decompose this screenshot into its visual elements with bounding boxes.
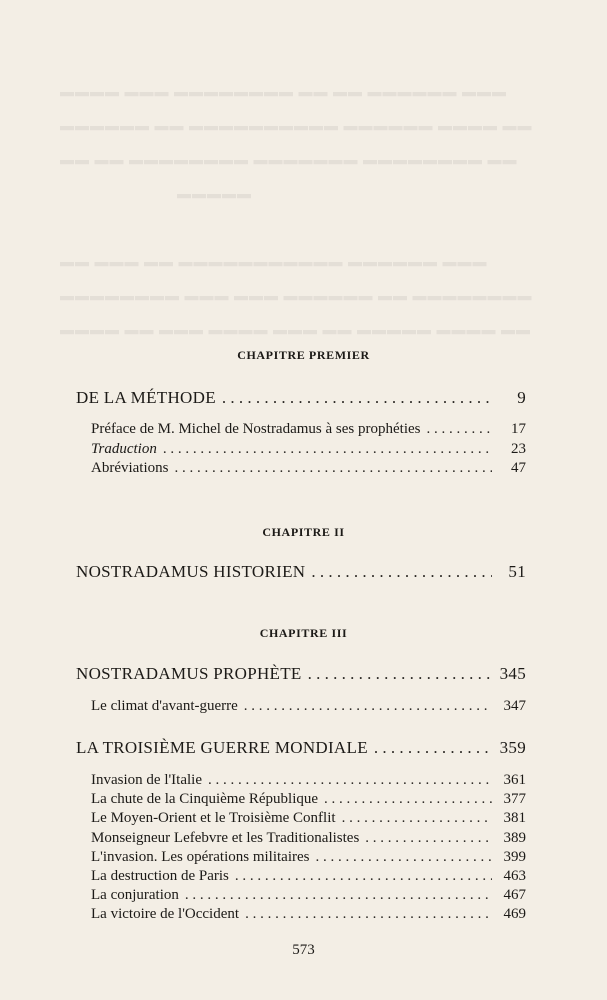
- toc-entry-label: NOSTRADAMUS PROPHÈTE: [76, 664, 302, 683]
- chapter-heading-1: CHAPITRE PREMIER: [237, 348, 370, 362]
- toc-entry-label: La chute de la Cinquième République: [91, 791, 319, 807]
- toc-entry-label: DE LA MÉTHODE: [76, 388, 216, 407]
- leader-dots: [163, 441, 492, 458]
- toc-entry-page: 359: [499, 738, 526, 757]
- leader-dots: [342, 810, 492, 827]
- leader-dots: [374, 738, 492, 758]
- toc-entry-moyen-orient: [91, 810, 526, 827]
- toc-entry-page: 377: [503, 791, 526, 807]
- leader-dots: [365, 830, 492, 847]
- toc-entry-label: L'invasion. Les opérations militaires: [91, 849, 310, 865]
- toc-entry-page: 345: [499, 664, 526, 683]
- toc-entry-label: Préface de M. Michel de Nostradamus à ses prophéties: [91, 421, 421, 437]
- toc-entry-abreviations: [91, 460, 526, 477]
- leader-dots: [311, 562, 492, 582]
- toc-entry-label: LA TROISIÈME GUERRE MONDIALE: [76, 738, 368, 757]
- toc-entry-page: 381: [503, 810, 526, 826]
- toc-entry-label: Invasion de l'Italie: [91, 772, 202, 788]
- toc-entry-traduction: [91, 441, 526, 458]
- toc-entry-label: Abréviations: [91, 460, 169, 476]
- toc-entry-preface: [91, 421, 526, 438]
- leader-dots: [245, 906, 492, 923]
- leader-dots: [324, 791, 492, 808]
- leader-dots: [316, 849, 493, 866]
- toc-entry-page: 23: [511, 441, 526, 457]
- leader-dots: [426, 421, 492, 438]
- leader-dots: [235, 868, 492, 885]
- toc-entry-invasion-italie: [91, 772, 526, 789]
- toc-entry-page: 463: [503, 868, 526, 884]
- toc-entry-climat: [91, 698, 526, 715]
- toc-entry-page: 469: [503, 906, 526, 922]
- toc-entry-label: La victoire de l'Occident: [91, 906, 240, 922]
- leader-dots: [308, 664, 492, 684]
- toc-entry-page: 51: [508, 562, 526, 581]
- toc-entry-page: 9: [517, 388, 526, 407]
- toc-entry-label: Le Moyen-Orient et le Troisième Conflit: [91, 810, 336, 826]
- toc-entry-label: La conjuration: [91, 887, 179, 903]
- toc-entry-nostradamus-prophete: [76, 664, 526, 684]
- toc-entry-chute-republique: [91, 791, 526, 808]
- toc-entry-de-la-methode: [76, 388, 526, 408]
- leader-dots: [222, 388, 492, 408]
- toc-entry-label: Le climat d'avant-guerre: [91, 698, 238, 714]
- toc-entry-lefebvre: [91, 830, 526, 847]
- toc-entry-conjuration: [91, 887, 526, 904]
- toc-entry-page: 467: [503, 887, 526, 903]
- toc-entry-label: La destruction de Paris: [91, 868, 229, 884]
- toc-entry-page: 17: [511, 421, 526, 437]
- leader-dots: [208, 772, 492, 789]
- toc-entry-victoire-occident: [91, 906, 526, 923]
- toc-entry-destruction-paris: [91, 868, 526, 885]
- leader-dots: [244, 698, 492, 715]
- chapter-heading-2: CHAPITRE II: [262, 525, 345, 539]
- toc-entry-label: Monseigneur Lefebvre et les Traditionalistes: [91, 830, 360, 846]
- toc-entry-troisieme-guerre: [76, 738, 526, 758]
- leader-dots: [174, 460, 492, 477]
- page-number: 573: [292, 942, 315, 958]
- toc-entry-page: 361: [503, 772, 526, 788]
- toc-entry-page: 47: [511, 460, 526, 476]
- toc-entry-nostradamus-historien: [76, 562, 526, 582]
- toc-entry-page: 347: [503, 698, 526, 714]
- toc-entry-page: 389: [503, 830, 526, 846]
- toc-entry-label: Traduction: [91, 441, 157, 457]
- leader-dots: [185, 887, 492, 904]
- toc-entry-label: NOSTRADAMUS HISTORIEN: [76, 562, 306, 581]
- toc-entry-operations: [91, 849, 526, 866]
- show-through-bleed: ▬▬▬▬ ▬▬ ▬▬▬ ▬▬▬▬ ▬▬▬ ▬▬ ▬▬▬▬▬ ▬▬▬▬ ▬▬ ▬▬▬▬▬▬▬▬ ▬▬▬ ▬▬▬ ▬▬▬▬▬▬ ▬▬ ▬▬▬▬▬▬▬▬ ▬▬ ▬▬▬ ▬▬ ▬▬▬▬▬▬▬▬▬▬▬ ▬▬▬▬▬▬ ▬▬▬ ▬▬▬▬▬ ▬▬ ▬▬ ▬▬▬▬▬▬▬▬ ▬▬▬▬▬▬▬ ▬▬▬▬▬▬▬▬ ▬▬ ▬▬▬▬▬▬ ▬▬ ▬▬▬▬▬▬▬▬▬▬ ▬▬▬▬▬▬ ▬▬▬▬ ▬▬ ▬▬▬▬ ▬▬▬ ▬▬▬▬▬▬▬▬ ▬▬ ▬▬ ▬▬▬▬▬▬ ▬▬▬: [60, 88, 533, 341]
- toc-entry-page: 399: [503, 849, 526, 865]
- chapter-heading-3: CHAPITRE III: [259, 626, 348, 640]
